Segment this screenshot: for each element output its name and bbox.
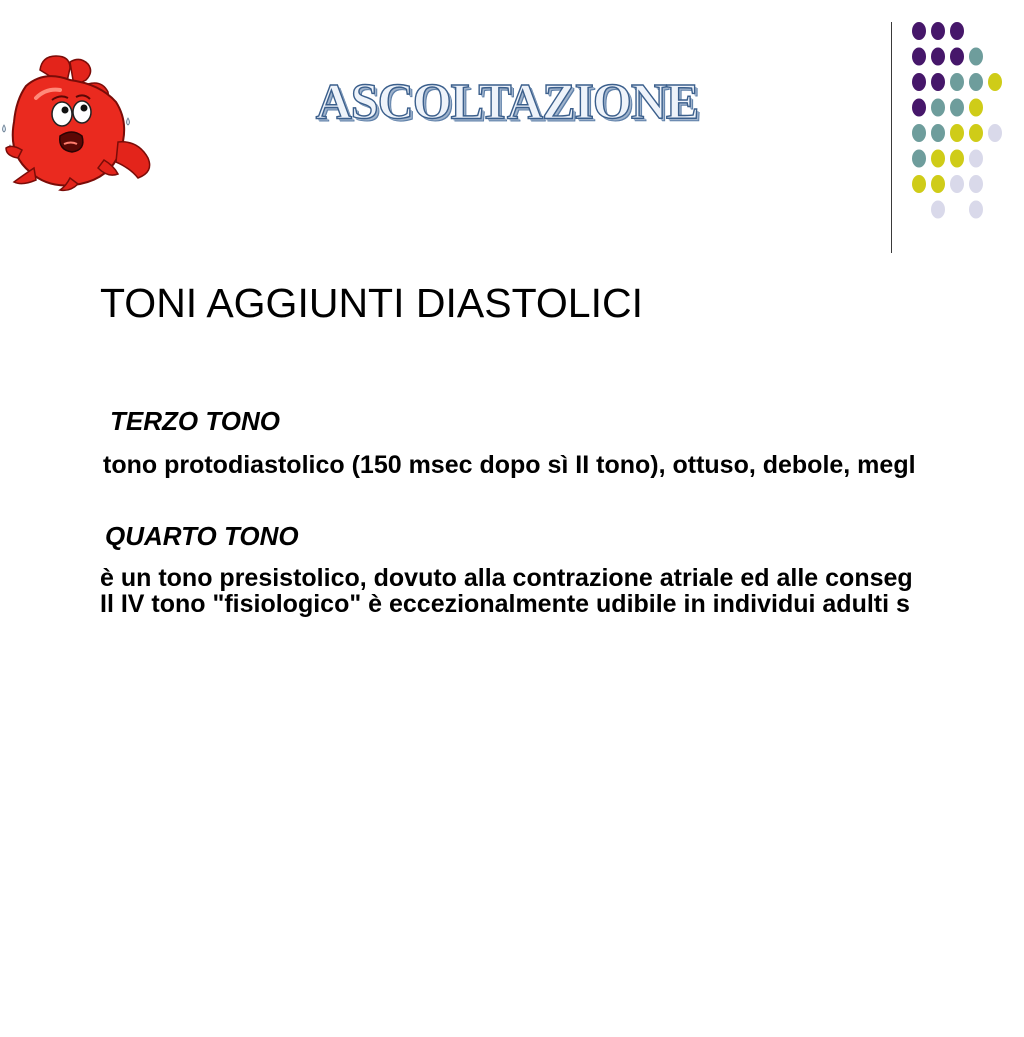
scared-heart-icon <box>0 50 158 192</box>
decor-dot-lavender <box>931 201 945 219</box>
decor-dot-yellow <box>988 73 1002 91</box>
decor-dot-purple <box>950 48 964 66</box>
decor-dot-lavender <box>969 175 983 193</box>
decor-dot-lavender <box>969 150 983 168</box>
decor-dot-purple <box>931 73 945 91</box>
decor-dot-yellow <box>969 99 983 117</box>
subtitle-terzo-tono: TERZO TONO <box>110 406 280 436</box>
decor-dot-lavender <box>969 201 983 219</box>
decor-dot-teal <box>950 73 964 91</box>
decor-dot-yellow <box>950 150 964 168</box>
section-heading: TONI AGGIUNTI DIASTOLICI <box>100 280 643 326</box>
divider-line <box>891 22 892 253</box>
decor-dot-teal <box>931 99 945 117</box>
decor-dot-teal <box>912 124 926 142</box>
decor-dot-yellow <box>912 175 926 193</box>
quarto-tono-text-line-1: è un tono presistolico, dovuto alla contrazione atriale ed alle conseg <box>100 564 913 592</box>
decor-dot-teal <box>969 48 983 66</box>
decor-dot-teal <box>931 124 945 142</box>
decor-dot-purple <box>912 99 926 117</box>
decor-dot-yellow <box>931 175 945 193</box>
decor-dot-purple <box>950 22 964 40</box>
decor-dot-purple <box>931 48 945 66</box>
decor-dot-yellow <box>950 124 964 142</box>
decor-dot-teal <box>950 99 964 117</box>
decor-dot-yellow <box>931 150 945 168</box>
decor-dot-purple <box>931 22 945 40</box>
decor-dot-lavender <box>950 175 964 193</box>
quarto-tono-text-line-2: Il IV tono "fisiologico" è eccezionalmente udibile in individui adulti s <box>100 590 910 618</box>
decor-dot-yellow <box>969 124 983 142</box>
decor-dot-purple <box>912 48 926 66</box>
slide-title: ASCOLTAZIONE <box>315 72 699 130</box>
decor-dot-purple <box>912 22 926 40</box>
decor-dot-purple <box>912 73 926 91</box>
terzo-tono-text: tono protodiastolico (150 msec dopo sì II tono), ottuso, debole, megl <box>103 451 916 479</box>
decor-dot-teal <box>912 150 926 168</box>
subtitle-quarto-tono: QUARTO TONO <box>105 521 299 551</box>
decor-dot-teal <box>969 73 983 91</box>
decor-dot-lavender <box>988 124 1002 142</box>
